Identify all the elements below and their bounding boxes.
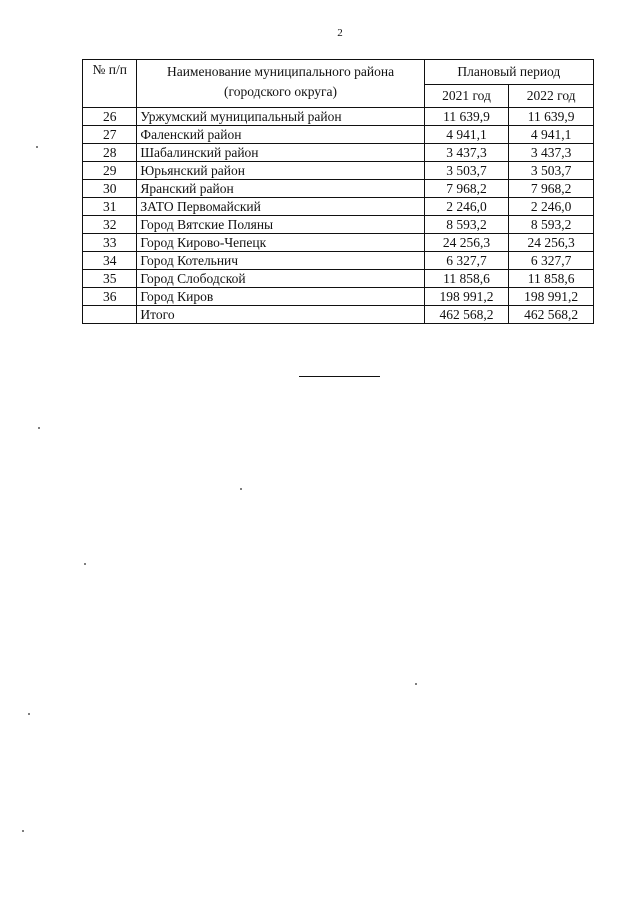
- row-value-2021: 8 593,2: [424, 216, 509, 234]
- row-value-2022: 6 327,7: [509, 252, 594, 270]
- row-value-2021: 7 968,2: [424, 180, 509, 198]
- row-number: [83, 306, 137, 324]
- row-name: Фаленский район: [137, 126, 424, 144]
- row-number: 33: [83, 234, 137, 252]
- table-row: [83, 270, 594, 288]
- row-value-2022: 11 639,9: [509, 108, 594, 126]
- scan-speck: [415, 683, 417, 685]
- column-header-period: Плановый период: [424, 60, 593, 85]
- row-name: Уржумский муниципальный район: [137, 108, 424, 126]
- row-value-2022: 3 503,7: [509, 162, 594, 180]
- closing-rule: [299, 376, 380, 377]
- row-value-2022: 7 968,2: [509, 180, 594, 198]
- table-row: [83, 216, 594, 234]
- page-number: 2: [337, 27, 343, 39]
- row-value-2022: 198 991,2: [509, 288, 594, 306]
- budget-table: [82, 59, 594, 324]
- row-value-2021: 11 858,6: [424, 270, 509, 288]
- row-number: 34: [83, 252, 137, 270]
- table-header-row: [83, 60, 594, 85]
- row-number: 27: [83, 126, 137, 144]
- scan-speck: [28, 713, 30, 715]
- row-number: 28: [83, 144, 137, 162]
- row-value-2021: 2 246,0: [424, 198, 509, 216]
- row-value-2022: 8 593,2: [509, 216, 594, 234]
- row-value-2022: 4 941,1: [509, 126, 594, 144]
- table-total-row: [83, 306, 594, 324]
- row-value-2022: 2 246,0: [509, 198, 594, 216]
- column-header-name-line1: Наименование муниципального района: [166, 64, 395, 79]
- column-header-year-2021: 2021 год: [424, 85, 509, 108]
- scan-speck: [36, 146, 38, 148]
- table-row: [83, 198, 594, 216]
- table-body: [83, 108, 594, 324]
- row-name: Яранский район: [137, 180, 424, 198]
- column-header-number: № п/п: [83, 60, 137, 108]
- row-number: 32: [83, 216, 137, 234]
- table-row: [83, 144, 594, 162]
- table-row: [83, 126, 594, 144]
- row-name: Город Киров: [137, 288, 424, 306]
- row-number: 29: [83, 162, 137, 180]
- row-name: ЗАТО Первомайский: [137, 198, 424, 216]
- column-header-name: [137, 60, 424, 108]
- row-name: Шабалинский район: [137, 144, 424, 162]
- row-name: Город Кирово-Чепецк: [137, 234, 424, 252]
- scan-speck: [84, 563, 86, 565]
- table-row: [83, 180, 594, 198]
- scan-speck: [240, 488, 242, 490]
- row-name: Город Котельнич: [137, 252, 424, 270]
- row-value-2022: 11 858,6: [509, 270, 594, 288]
- table-row: [83, 162, 594, 180]
- scan-speck: [22, 830, 24, 832]
- row-name: Город Вятские Поляны: [137, 216, 424, 234]
- row-number: 26: [83, 108, 137, 126]
- row-value-2021: 6 327,7: [424, 252, 509, 270]
- scan-speck: [38, 427, 40, 429]
- row-name: Город Слободской: [137, 270, 424, 288]
- row-value-2021: 24 256,3: [424, 234, 509, 252]
- row-value-2021: 462 568,2: [424, 306, 509, 324]
- row-number: 30: [83, 180, 137, 198]
- row-value-2021: 11 639,9: [424, 108, 509, 126]
- row-value-2021: 4 941,1: [424, 126, 509, 144]
- column-header-year-2022: 2022 год: [509, 85, 594, 108]
- row-name: Юрьянский район: [137, 162, 424, 180]
- table-row: [83, 288, 594, 306]
- table-row: [83, 108, 594, 126]
- table-row: [83, 252, 594, 270]
- row-value-2022: 3 437,3: [509, 144, 594, 162]
- table-row: [83, 234, 594, 252]
- row-number: 36: [83, 288, 137, 306]
- row-value-2021: 3 437,3: [424, 144, 509, 162]
- row-value-2021: 3 503,7: [424, 162, 509, 180]
- row-name: Итого: [137, 306, 424, 324]
- row-value-2022: 462 568,2: [509, 306, 594, 324]
- row-number: 35: [83, 270, 137, 288]
- row-number: 31: [83, 198, 137, 216]
- row-value-2022: 24 256,3: [509, 234, 594, 252]
- column-header-name-line2: (городского округа): [224, 84, 338, 99]
- row-value-2021: 198 991,2: [424, 288, 509, 306]
